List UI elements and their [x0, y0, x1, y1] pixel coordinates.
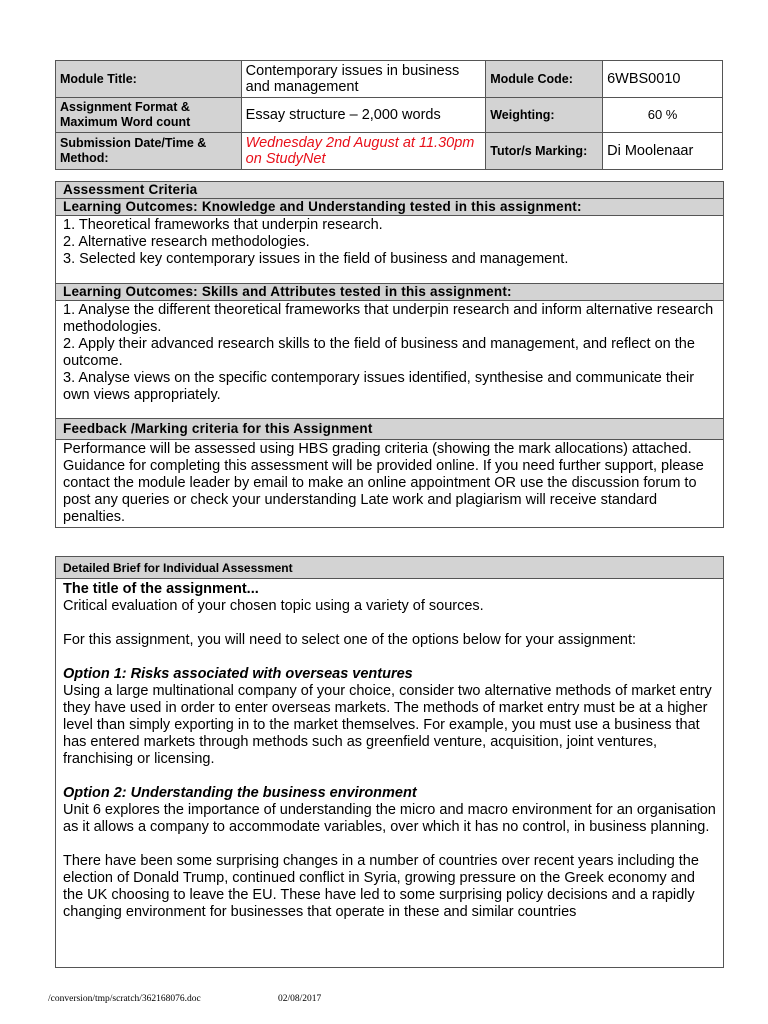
- list-item: 2. Apply their advanced research skills to the field of business and management, and reflect on the outcome.: [63, 336, 695, 369]
- list-item: 1. Theoretical frameworks that underpin research.: [63, 217, 383, 233]
- assignment-title-heading: The title of the assignment...: [63, 581, 259, 597]
- option2-text-continued: There have been some surprising changes in a number of countries over recent years including the election of Donald Trump, continued conflict in Syria, growing pressure on the Greek economy and the UK choosing to leave the EU. These have led to some surprising policy decisions and a rapidly changing environment for businesses that operate in these and similar countries: [63, 853, 699, 920]
- submission-label: Submission Date/Time & Method:: [56, 133, 242, 170]
- module-code-value: 6WBS0010: [603, 61, 723, 98]
- module-info-table: [55, 60, 723, 170]
- tutor-value: Di Moolenaar: [603, 133, 723, 170]
- assignment-title-text: Critical evaluation of your chosen topic using a variety of sources.: [63, 598, 484, 614]
- option1-text: Using a large multinational company of your choice, consider two alternative methods of market entry they have used in order to enter overseas markets. The methods of market entry must be at a higher level than simply exporting in to the market themselves. For example, you must use a business that has entered markets through methods such as greenfield venture, acquisition, joint ventures, franchising or licensing.: [63, 683, 712, 767]
- list-item: 1. Analyse the different theoretical frameworks that underpin research and inform alternative research methodologies.: [63, 302, 714, 335]
- footer-date: 02/08/2017: [278, 994, 322, 1004]
- footer-file-path: /conversion/tmp/scratch/362168076.doc: [48, 994, 201, 1004]
- feedback-criteria-heading: Feedback /Marking criteria for this Assignment: [56, 419, 724, 440]
- knowledge-outcomes-heading: Learning Outcomes: Knowledge and Understanding tested in this assignment:: [56, 199, 724, 216]
- skills-outcomes-list: [56, 301, 724, 419]
- option2-text: Unit 6 explores the importance of understanding the micro and macro environment for an organisation as it allows a company to accommodate variables, over which it has no control, in business planning.: [63, 802, 716, 835]
- detailed-brief-heading: Detailed Brief for Individual Assessment: [56, 557, 724, 579]
- detailed-brief-table: [55, 556, 724, 968]
- assessment-criteria-table: [55, 181, 724, 528]
- assignment-format-label: Assignment Format & Maximum Word count: [56, 98, 242, 133]
- feedback-criteria-text: Performance will be assessed using HBS grading criteria (showing the mark allocations) attached. Guidance for completing this assessment will be provided online. If you need further support, please contact the module leader by email to make an online appointment OR use the discussion forum to post any queries or check your understanding Late work and plagiarism will receive standard penalties.: [56, 440, 724, 528]
- submission-value: Wednesday 2nd August at 11.30pm on StudyNet: [241, 133, 486, 170]
- module-title-label: Module Title:: [56, 61, 242, 98]
- assessment-criteria-heading: Assessment Criteria: [56, 182, 724, 199]
- skills-outcomes-heading: Learning Outcomes: Skills and Attributes tested in this assignment:: [56, 284, 724, 301]
- knowledge-outcomes-list: [56, 216, 724, 284]
- list-item: 3. Selected key contemporary issues in the field of business and management.: [63, 251, 569, 267]
- option2-title: Option 2: Understanding the business environment: [63, 785, 417, 801]
- tutor-label: Tutor/s Marking:: [486, 133, 603, 170]
- weighting-value: 60 %: [603, 98, 723, 133]
- assignment-intro: For this assignment, you will need to select one of the options below for your assignment:: [63, 632, 637, 648]
- list-item: 2. Alternative research methodologies.: [63, 234, 310, 250]
- option1-title: Option 1: Risks associated with overseas ventures: [63, 666, 413, 682]
- detailed-brief-body: [56, 579, 724, 968]
- list-item: 3. Analyse views on the specific contemporary issues identified, synthesise and communicate their own views appropriately.: [63, 370, 695, 403]
- module-code-label: Module Code:: [486, 61, 603, 98]
- weighting-label: Weighting:: [486, 98, 603, 133]
- module-title-value: Contemporary issues in business and management: [241, 61, 486, 98]
- assignment-format-value: Essay structure – 2,000 words: [241, 98, 486, 133]
